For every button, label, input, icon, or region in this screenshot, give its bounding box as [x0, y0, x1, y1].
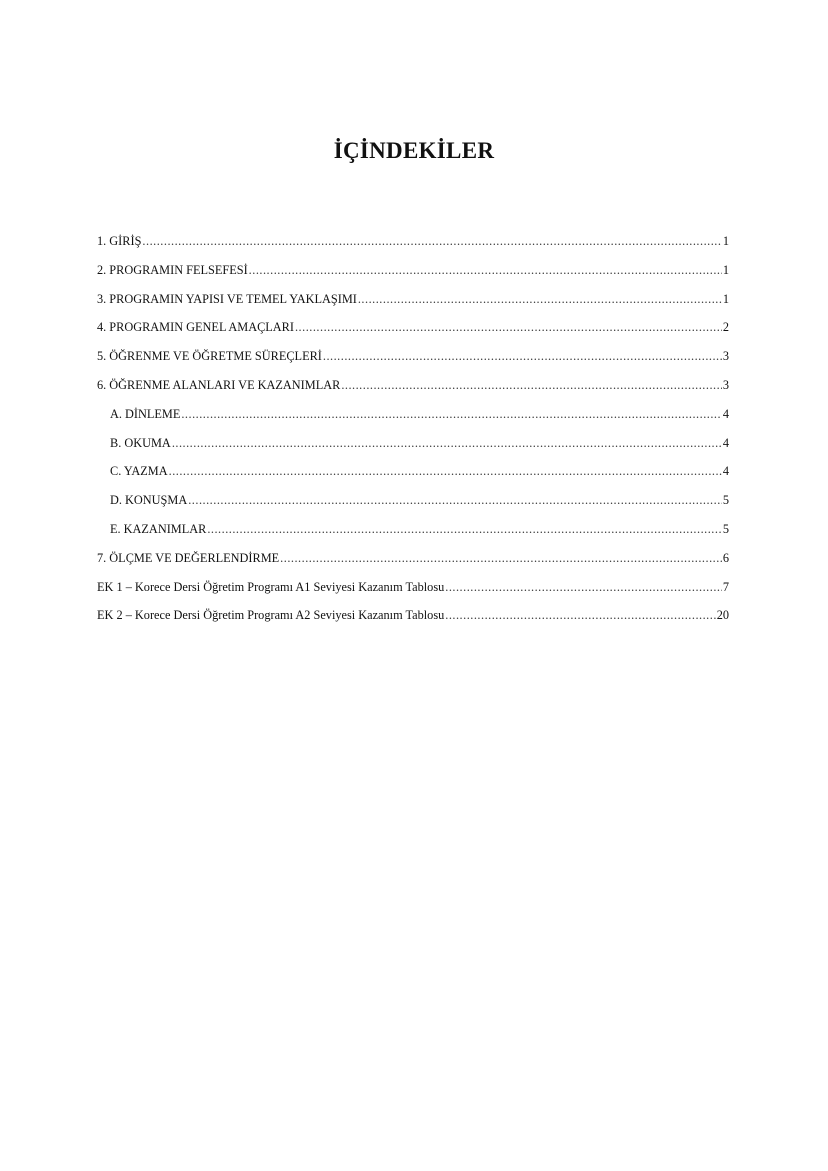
- toc-entry[interactable]: [97, 493, 729, 522]
- toc-leader-dots: [358, 292, 722, 307]
- toc-entry-page: 1: [722, 291, 729, 306]
- toc-entry-label: 4. PROGRAMIN GENEL AMAÇLARI: [97, 320, 294, 335]
- toc-leader-dots: [323, 349, 722, 364]
- toc-entry-label: 2. PROGRAMIN FELSEFESİ: [97, 262, 248, 277]
- toc-entry[interactable]: [97, 522, 729, 551]
- toc-entry-label: B. OKUMA: [110, 435, 171, 450]
- toc-entry[interactable]: [97, 320, 729, 349]
- toc-entry-label: E. KAZANIMLAR: [110, 521, 207, 536]
- toc-entry-page: 5: [722, 493, 729, 508]
- toc-leader-dots: [249, 263, 722, 278]
- toc-leader-dots: [142, 234, 721, 249]
- toc-entry-page: 1: [722, 234, 729, 248]
- toc-entry[interactable]: [97, 378, 729, 407]
- toc-entry-label: 3. PROGRAMIN YAPISI VE TEMEL YAKLAŞIMI: [97, 291, 357, 306]
- toc-entry-page: 6: [722, 550, 729, 565]
- toc-entry[interactable]: [97, 292, 729, 321]
- toc-entry[interactable]: [97, 436, 729, 465]
- toc-entry-page: 4: [722, 435, 729, 450]
- toc-entry-page: 5: [722, 521, 729, 536]
- toc-leader-dots: [181, 407, 721, 422]
- toc-entry-label: 1. GİRİŞ: [97, 234, 142, 248]
- toc-entry-label: EK 1 – Korece Dersi Öğretim Programı A1 Seviyesi Kazanım Tablosu: [97, 579, 445, 594]
- toc-entry-label: 5. ÖĞRENME VE ÖĞRETME SÜREÇLERİ: [97, 349, 322, 364]
- toc-entry[interactable]: [97, 464, 729, 493]
- toc-entry-label: 7. ÖLÇME VE DEĞERLENDİRME: [97, 550, 280, 565]
- toc-entry-page: 4: [722, 464, 729, 479]
- toc-entry[interactable]: [97, 349, 729, 378]
- toc-entry-page: 2: [722, 320, 729, 335]
- toc-leader-dots: [280, 551, 722, 566]
- toc-leader-dots: [169, 464, 722, 479]
- toc-entry-page: 3: [722, 377, 729, 392]
- table-of-contents: [97, 234, 729, 637]
- toc-leader-dots: [341, 378, 722, 393]
- toc-leader-dots: [172, 436, 722, 451]
- toc-entry[interactable]: [97, 608, 729, 637]
- page-title: İÇİNDEKİLER: [333, 138, 495, 163]
- toc-entry[interactable]: [97, 551, 729, 580]
- toc-leader-dots: [207, 522, 722, 537]
- toc-entry-page: 20: [716, 608, 729, 623]
- toc-entry-page: 3: [722, 349, 729, 364]
- toc-entry[interactable]: [97, 234, 729, 263]
- toc-entry-page: 7: [722, 579, 729, 594]
- toc-entry-page: 1: [722, 262, 729, 277]
- toc-leader-dots: [445, 580, 722, 595]
- toc-entry[interactable]: [97, 580, 729, 609]
- toc-entry[interactable]: [97, 407, 729, 436]
- toc-entry-label: A. DİNLEME: [110, 406, 181, 421]
- toc-entry[interactable]: [97, 263, 729, 292]
- toc-leader-dots: [445, 608, 715, 623]
- toc-entry-label: C. YAZMA: [110, 464, 168, 479]
- toc-entry-label: D. KONUŞMA: [110, 493, 188, 508]
- toc-entry-page: 4: [722, 406, 729, 421]
- toc-entry-label: EK 2 – Korece Dersi Öğretim Programı A2 Seviyesi Kazanım Tablosu: [97, 608, 445, 623]
- toc-leader-dots: [295, 320, 722, 335]
- toc-leader-dots: [188, 493, 722, 508]
- toc-entry-label: 6. ÖĞRENME ALANLARI VE KAZANIMLAR: [97, 377, 341, 392]
